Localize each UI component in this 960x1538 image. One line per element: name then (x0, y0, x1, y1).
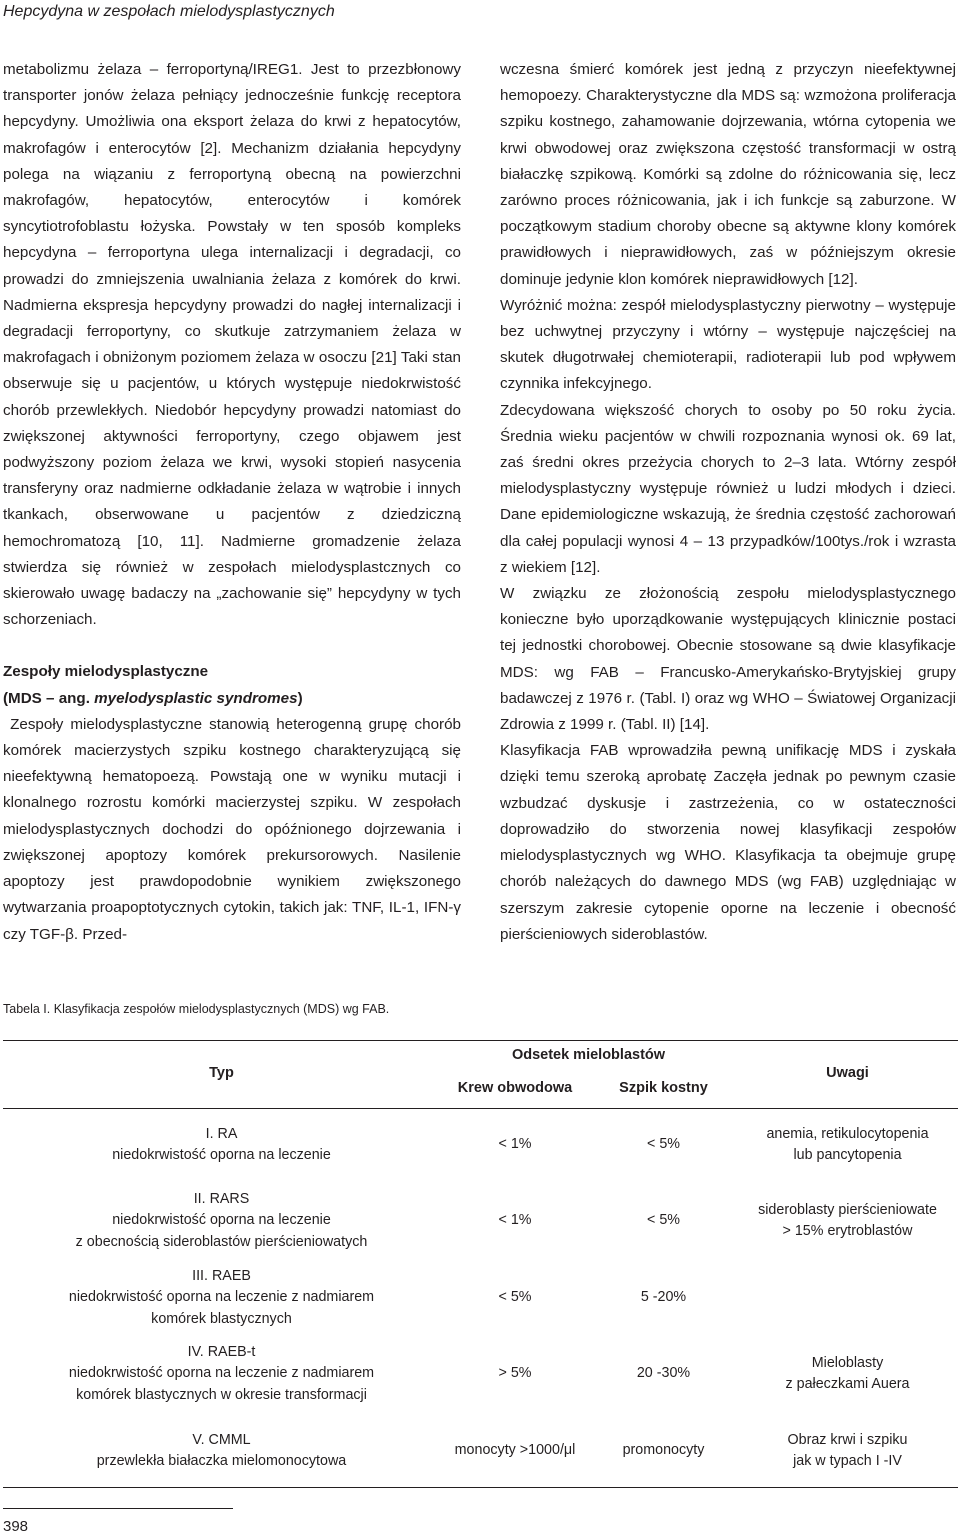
table-row-typ (3, 1341, 440, 1407)
table-row-typ (3, 1265, 440, 1331)
row-type-desc: z obecnością sideroblastów pierścieniowatych (75, 1233, 368, 1250)
table-row-szpik: < 5% (647, 1212, 680, 1229)
body-paragraph: wczesna śmierć komórek jest jedną z przyczyn nieefektywnej hemopoezy. Charakterystyczne dla MDS są: wzmożona proliferacja szpiku kostnego, zahamowanie dojrzewania, wtórna cytopenia we krwi obwodowej oraz zwiększona częstość transformacji w ostrą białaczkę szpikową. Komórki są zdolne do różnicowania się, lecz zarówno proces różnicowania, jak i ich funkcje są zaburzone. W początkowym stadium choroby obecne są aktywne klony komórek prawidłowych i nieprawidłowych, zaś w późniejszym okresie dominuje jedynie klon komórek nieprawidłowych [12]. (500, 61, 956, 288)
row-type-code: III. RAEB (192, 1267, 251, 1284)
table-row-szpik: 20 -30% (636, 1365, 691, 1382)
section-heading-latin: myelodysplastic syndromes (94, 689, 298, 707)
section-heading (3, 659, 461, 711)
body-paragraph: W związku ze złożonością zespołu mielodysplastycznego konieczne było uporządkowanie występujących klinicznie postaci tej jednostki chorobowej. Obecnie stosowane są dwie klasyfikacje MDS: wg FAB – Francusko-Amerykańsko-Brytyjskiej grupy badawczej z 1976 r. (Tabl. I) oraz wg WHO – Światowej Organizacji Zdrowia z 1999 r. (Tabl. II) [14]. (500, 585, 956, 734)
row-note: jak w typach I -IV (793, 1453, 902, 1469)
table-row-krew: < 1% (498, 1212, 532, 1229)
row-note: sideroblasty pierścieniowate (758, 1201, 937, 1218)
table-row-krew: monocyty >1000/μl (454, 1442, 576, 1459)
table-row-szpik: 5 -20% (640, 1289, 687, 1306)
body-paragraph: metabolizmu żelaza – ferroportyną/IREG1. Jest to przezbłonowy transporter jonów żelaza pełniący jednocześnie funkcję receptora hepcydyny. Umożliwia ona eksport żelaza do krwi z hepatocytów, makrofagów i enterocytów [2]. Mechanizm działania hepcydyny polega na wiązaniu z ferroportyną obecną na powierzchni makrofagów, hepatocytów, enterocytów i komórek syncytiotrofoblastu łożyska. Powstały w ten sposób kompleks hepcydyna – ferroportyna ulega internalizacji i degradacji, co prowadzi do zmniejszenia uwalniania żelaza z komórek do krwi. Nadmierna ekspresja hepcydyny prowadzi do nagłej internalizacji i degradacji ferroportyny, co skutkuje zatrzymaniem żelaza w makrofagach i obniżonym poziomem żelaza w osoczu [21] Taki stan obserwuje się u pacjentów, u których występuje niedokrwistość chorób przewlekłych. Niedobór hepcydyny prowadzi natomiast do zwiększonej aktywności ferroportyny, czego objawem jest podwyższony poziom żelaza we krwi, wysoki stopień nasycenia transferyny oraz nadmierne odkładanie żelaza w wątrobie i innych tkankach, obserwowane u pacjentów z dziedziczną hemochromatozą [10, 11]. Nadmierne gromadzenie żelaza stwierdza się również w zespołach mielodysplastcznych co skierowało uwagę badaczy na „zachowanie się” hepcydyny w tych schorzeniach. (3, 61, 461, 629)
row-note: Mieloblasty (811, 1354, 884, 1371)
row-note: lub pancytopenia (793, 1147, 902, 1163)
table-row-uwagi (737, 1341, 958, 1407)
row-type-code: II. RARS (193, 1190, 250, 1207)
row-note: > 15% erytroblastów (782, 1223, 913, 1239)
header-typ: Typ (209, 1065, 234, 1082)
section-heading-suffix: ) (297, 689, 303, 707)
table-row-typ (3, 1428, 440, 1474)
table-row-krew: < 5% (498, 1289, 532, 1306)
table-row-uwagi (737, 1428, 958, 1474)
section-heading-title: Zespoły mielodysplastyczne (3, 663, 209, 681)
body-paragraph: Zespoły mielodysplastyczne stanowią heterogenną grupę chorób komórek macierzystych szpiku kostnego charakteryzującą się nieefektywną hematopoezą. Powstają one w wyniku mutacji i klonalnego rozrostu komórki macierzystej szpiku. W zespołach mielodysplastycznych dochodzi do opóźnionego dojrzewania i zwiększonej apoptozy komórek prekursorowych. Nasilenie apoptozy jest prawdopodobnie wynikiem zwiększonego wytwarzania proapoptotycznych cytokin, takich jak: TNF, IL-1, IFN-γ czy TGF-β. Przed- (3, 715, 466, 943)
row-type-desc: komórek blastycznych w okresie transformacji (76, 1386, 367, 1403)
table-row-uwagi (737, 1188, 958, 1254)
right-column (500, 57, 956, 948)
running-head: Hepcydyna w zespołach mielodysplastycznych (3, 3, 335, 20)
table-rule-bottom (3, 1487, 958, 1488)
header-szpik: Szpik kostny (619, 1080, 708, 1097)
table-row-szpik: promonocyty (622, 1442, 705, 1459)
table-row-uwagi (737, 1122, 958, 1168)
body-paragraph: Klasyfikacja FAB wprowadziła pewną unifikację MDS i zyskała dzięki temu szeroką aprobatę Zaczęła jednak po pewnym czasie wzbudzać dyskusje i zastrzeżenia, co w ostateczności doprowadziło do stworzenia nowej klasyfikacji zespołów mielodysplastycznych wg WHO. Klasyfikacja ta obejmuje grupę chorób należących do dawnego MDS (wg FAB) uzględniając w szerszym zakresie cytopenie oporne na leczenie i obecność pierścieniowych sideroblastów. (500, 742, 956, 943)
body-paragraph: Zdecydowana większość chorych to osoby po 50 roku życia. Średnia wieku pacjentów w chwili rozpoznania wynosi ok. 69 lat, zaś średni okres przeżycia chorych to 2–3 lata. Wtórny zespół mielodysplastyczny występuje również u ludzi młodych i dzieci. Dane epidemiologiczne wskazują, że średnia częstość zachorowań dla całej populacji wynosi 4 – 13 przypadków/100tys./rok i wzrasta z wiekiem [12]. (500, 401, 956, 576)
header-krew: Krew obwodowa (457, 1080, 573, 1097)
row-type-desc: przewlekła białaczka mielomonocytowa (96, 1453, 347, 1469)
row-note: z pałeczkami Auera (785, 1376, 910, 1392)
left-column (3, 57, 466, 948)
row-note: anemia, retikulocytopenia (766, 1125, 929, 1142)
table-row-typ (3, 1122, 440, 1168)
header-uwagi: Uwagi (826, 1065, 869, 1082)
table-row-krew: < 1% (498, 1136, 532, 1153)
table-row-krew: > 5% (498, 1365, 532, 1382)
row-type-desc: komórek blastycznych (151, 1310, 292, 1327)
row-type-code: V. CMML (192, 1431, 251, 1448)
table-rule-header (3, 1108, 958, 1109)
table-row-szpik: < 5% (647, 1136, 680, 1153)
table-row-typ (3, 1188, 440, 1254)
row-type-desc: niedokrwistość oporna na leczenie (112, 1147, 331, 1163)
row-type-desc: niedokrwistość oporna na leczenie (112, 1212, 331, 1229)
row-type-desc: niedokrwistość oporna na leczenie z nadmiarem (68, 1289, 375, 1306)
row-note: Obraz krwi i szpiku (787, 1431, 908, 1448)
body-paragraph: Wyróżnić można: zespół mielodysplastyczny pierwotny – występuje bez uchwytnej przyczyny i wtórny – występuje najczęściej na skutek długotrwałej chemioterapii, radioterapii lub pod wpływem czynnika infekcyjnego. (500, 296, 956, 393)
section-heading-prefix: (MDS – ang. (3, 689, 95, 707)
row-type-code: I. RA (205, 1125, 238, 1142)
header-odsetek: Odsetek mieloblastów (511, 1047, 666, 1064)
row-type-desc: niedokrwistość oporna na leczenie z nadmiarem (68, 1365, 375, 1382)
footer-rule (3, 1508, 233, 1509)
row-type-code: IV. RAEB-t (187, 1343, 256, 1360)
table-caption: Tabela I. Klasyfikacja zespołów mielodysplastycznych (MDS) wg FAB. (3, 1002, 390, 1016)
page-number: 398 (3, 1518, 29, 1535)
